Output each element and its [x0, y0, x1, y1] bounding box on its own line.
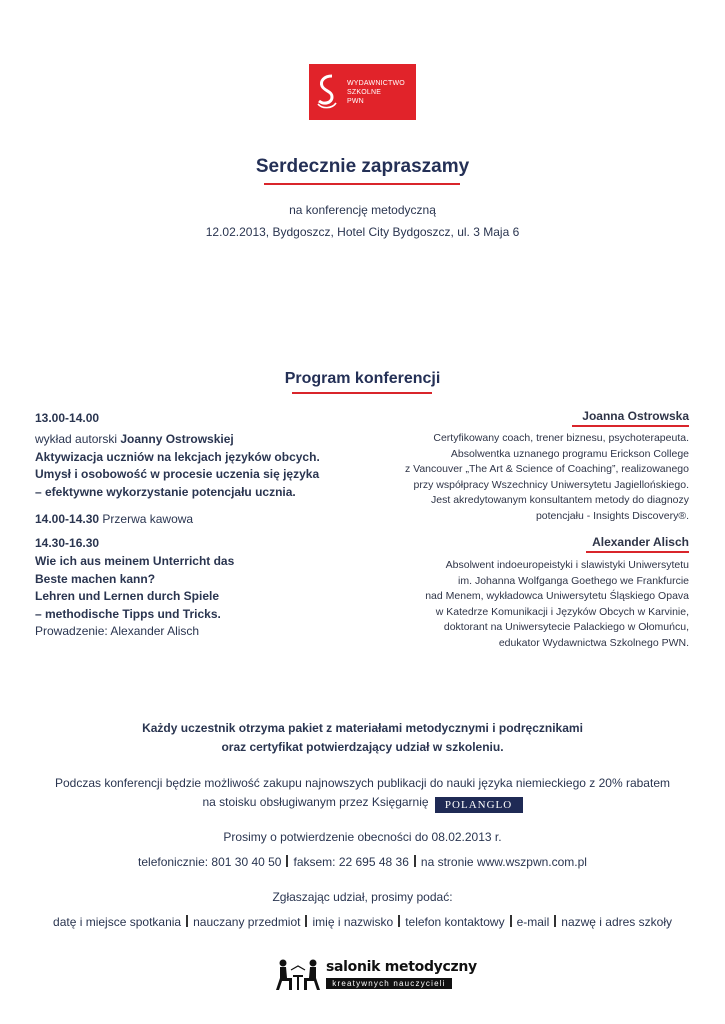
session1-block: [35, 431, 355, 501]
pwn-logo: [309, 64, 416, 120]
page-title: Serdecznie zapraszamy: [255, 156, 470, 177]
separator: [398, 915, 400, 927]
salonik-title: salonik metodyczny: [326, 959, 477, 975]
session1-speaker: Joanny Ostrowskiej: [120, 432, 234, 446]
salonik-subtitle: kreatywnych nauczycieli: [326, 978, 452, 989]
session2-time: 14.30-16.30: [35, 536, 100, 550]
contact-web: na stronie www.wszpwn.com.pl: [420, 855, 587, 869]
separator: [414, 855, 416, 867]
session1-title-line3: – efektywne wykorzystanie potencjału ucznia.: [35, 484, 296, 499]
speaker1-bio: [359, 431, 689, 524]
speaker1-bio-line: Absolwentka uznanego programu Erickson College: [450, 447, 689, 460]
purchase-info-line1: Podczas konferencji będzie możliwość zakupu najnowszych publikacji do nauki języka niemieckiego z 20% rabatem: [55, 776, 670, 790]
contact-phone: telefonicznie: 801 30 40 50: [138, 855, 282, 869]
coffee-break: [35, 512, 355, 526]
required-fields: [0, 915, 725, 929]
speaker1-name: Joanna Ostrowska: [582, 409, 689, 423]
session1-intro: [35, 431, 355, 449]
separator: [554, 915, 556, 927]
package-info-line2: oraz certyfikat potwierdzający udział w szkoleniu.: [221, 740, 504, 754]
session2-host: Prowadzenie: Alexander Alisch: [35, 624, 200, 638]
session1-title-line2: Umysł i osobowość w procesie uczenia się języka: [35, 467, 320, 481]
subtitle: na konferencję metodyczną: [289, 203, 436, 217]
pwn-logo-text: [347, 79, 405, 106]
session1-time: 13.00-14.00: [35, 411, 100, 425]
polanglo-logo: POLANGLO: [435, 797, 523, 813]
session2-title-line3: Lehren und Lernen durch Spiele: [35, 589, 220, 603]
separator: [186, 915, 188, 927]
speaker2-underline: [586, 551, 689, 553]
contact-fax: faksem: 22 695 48 36: [293, 855, 409, 869]
speaker2-bio: [359, 558, 689, 651]
salonik-figures-icon: [272, 958, 324, 992]
speaker2-bio-line: im. Johanna Wolfganga Goethego we Frankfurcie: [458, 574, 689, 587]
logo-line2: SZKOLNE: [347, 89, 382, 96]
program-title: Program konferencji: [284, 370, 441, 387]
speaker1-underline: [572, 425, 689, 427]
speaker2-name: Alexander Alisch: [592, 535, 689, 549]
session1-intro-prefix: wykład autorski: [35, 432, 121, 446]
field-item: nauczany przedmiot: [193, 915, 301, 929]
speaker2-bio-line: edukator Wydawnictwa Szkolnego PWN.: [498, 636, 689, 649]
session1-title-line1: Aktywizacja uczniów na lekcjach języków obcych.: [35, 449, 320, 464]
confirm-info: Prosimy o potwierdzenie obecności do 08.02.2013 r.: [223, 830, 502, 844]
field-item: imię i nazwisko: [312, 915, 394, 929]
separator: [510, 915, 512, 927]
field-item: telefon kontaktowy: [405, 915, 505, 929]
purchase-info-line2: [0, 795, 725, 813]
speaker2-bio-line: nad Menem, wykładowca Uniwersytetu Śląskiego Opava: [425, 590, 689, 602]
field-item: nazwę i adres szkoły: [561, 915, 672, 929]
contact-line: [0, 855, 725, 869]
speaker2-bio-line: w Katedrze Komunikacji i Języków Obcych w Karvinie,: [435, 605, 689, 618]
speaker1-bio-line: potencjału - Insights Discovery®.: [535, 509, 689, 522]
separator: [305, 915, 307, 927]
session2-title-line2: Beste machen kann?: [35, 571, 156, 586]
package-info-line1: Każdy uczestnik otrzyma pakiet z materiałami metodycznymi i podręcznikami: [142, 721, 583, 735]
salonik-logo: [272, 958, 477, 992]
field-item: datę i miejsce spotkania: [53, 915, 182, 929]
program-underline: [292, 392, 432, 394]
provide-info: Zgłaszając udział, prosimy podać:: [272, 890, 453, 904]
speaker2-bio-line: doktorant na Uniwersytecie Palackiego w Ołomuńcu,: [443, 621, 689, 633]
session2-title-line1: Wie ich aus meinem Unterricht das: [35, 554, 235, 568]
speaker2-bio-line: Absolwent indoeuropeistyki i slawistyki Uniwersytetu: [445, 559, 689, 571]
purchase-info-text: na stoisku obsługiwanym przez Księgarnię: [202, 795, 429, 809]
logo-line1: WYDAWNICTWO: [347, 80, 405, 87]
speaker1-bio-line: z Vancouver „The Art & Science of Coaching”, realizowanego: [404, 463, 689, 475]
title-underline: [264, 183, 460, 185]
break-label: Przerwa kawowa: [99, 512, 194, 526]
speaker1-bio-line: przy współpracy Wszechnicy Uniwersytetu Jagiellońskiego.: [413, 478, 689, 491]
session2-block: [35, 553, 355, 641]
break-time: 14.00-14.30: [35, 512, 100, 526]
event-details: 12.02.2013, Bydgoszcz, Hotel City Bydgoszcz, ul. 3 Maja 6: [205, 225, 520, 239]
field-item: e-mail: [516, 915, 550, 929]
session2-title-line4: – methodische Tipps und Tricks.: [35, 606, 221, 621]
speaker1-bio-line: Jest akredytowanym konsultantem metody do diagnozy: [431, 494, 689, 506]
speaker1-bio-line: Certyfikowany coach, trener biznesu, psychoterapeuta.: [433, 432, 689, 444]
pwn-logo-mark-icon: [316, 73, 338, 111]
separator: [286, 855, 288, 867]
logo-line3: PWN: [347, 98, 364, 105]
